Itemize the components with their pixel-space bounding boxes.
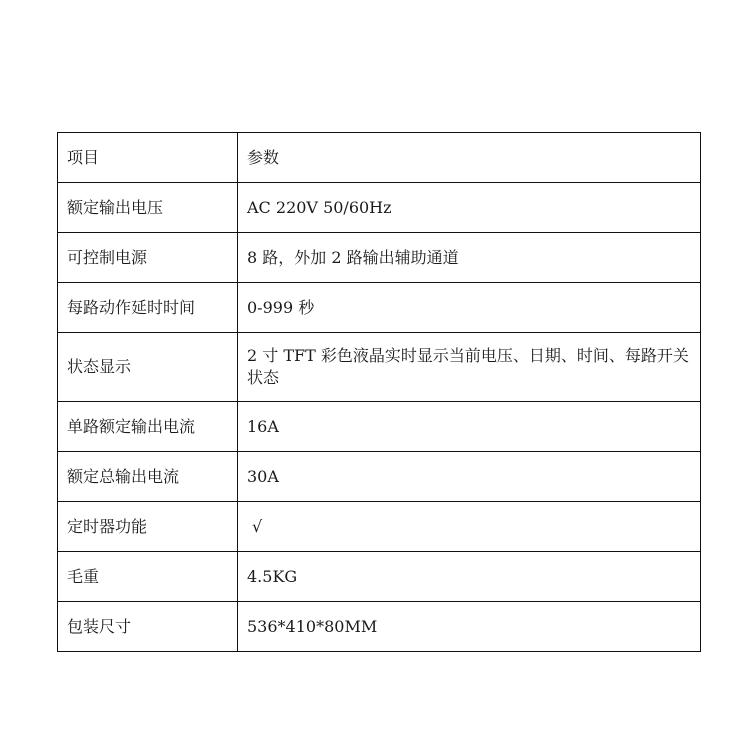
table-row xyxy=(58,233,701,283)
cell-value: 8 路，外加 2 路输出辅助通道 xyxy=(238,233,701,283)
table-row xyxy=(58,552,701,602)
cell-label: 毛重 xyxy=(58,552,238,602)
cell-label: 状态显示 xyxy=(58,333,238,402)
cell-label-header: 项目 xyxy=(58,133,238,183)
cell-value: 2 寸 TFT 彩色液晶实时显示当前电压、日期、时间、每路开关状态 xyxy=(238,333,701,402)
checkmark-value: √ xyxy=(238,502,701,552)
table-row xyxy=(58,333,701,402)
cell-value-header: 参数 xyxy=(238,133,701,183)
cell-label: 可控制电源 xyxy=(58,233,238,283)
cell-value: 536*410*80MM xyxy=(238,602,701,652)
cell-value: 4.5KG xyxy=(238,552,701,602)
cell-label: 定时器功能 xyxy=(58,502,238,552)
cell-value: 30A xyxy=(238,452,701,502)
table-row xyxy=(58,402,701,452)
cell-value: 0-999 秒 xyxy=(238,283,701,333)
cell-value: 16A xyxy=(238,402,701,452)
cell-label: 额定总输出电流 xyxy=(58,452,238,502)
cell-value: AC 220V 50/60Hz xyxy=(238,183,701,233)
table-row xyxy=(58,133,701,183)
table-row xyxy=(58,602,701,652)
cell-label: 每路动作延时时间 xyxy=(58,283,238,333)
table-row xyxy=(58,283,701,333)
table-row xyxy=(58,502,701,552)
table-row xyxy=(58,183,701,233)
cell-label: 包装尺寸 xyxy=(58,602,238,652)
cell-label: 单路额定输出电流 xyxy=(58,402,238,452)
table-row xyxy=(58,452,701,502)
spec-table xyxy=(57,132,701,652)
cell-label: 额定输出电压 xyxy=(58,183,238,233)
